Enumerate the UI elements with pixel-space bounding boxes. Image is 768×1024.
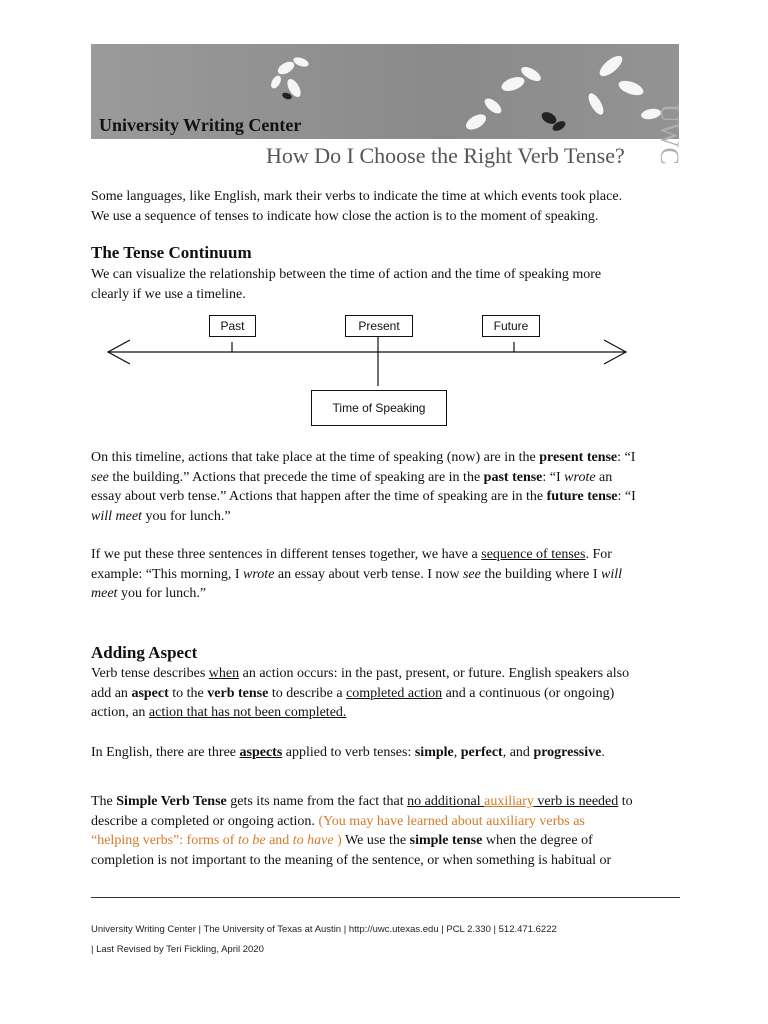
footer-revised: | Last Revised by Teri Fickling, April 2020 [91,944,264,955]
timeline-label-speaking: Time of Speaking [311,390,447,426]
footer-info: University Writing Center | The University of Texas at Austin | http://uwc.utexas.edu | PCL 2.330 | 512.471.6222 [91,924,557,935]
sequence-paragraph: If we put these three sentences in different tenses together, we have a sequence of tenses. For example: “This morning, I wrote an essay about verb tense. I now see the building where I will meet you for lunch.” [91,547,623,601]
simple-tense-paragraph: The Simple Verb Tense gets its name from the fact that no additional auxiliary verb is needed to describe a completed or ongoing action. (You may have learned about auxiliary verbs as “helping verbs”: forms of to be and to have ) We use the simple tense when the degree of completion is not important to the meaning of the sentence, or when something is habitual or [91,794,633,868]
org-name: University Writing Center [99,115,302,135]
heading-tense-continuum: The Tense Continuum [91,243,252,262]
timeline-label-past: Past [209,315,256,337]
timeline-label-future: Future [482,315,540,337]
timeline-paragraph: On this timeline, actions that take place at the time of speaking (now) are in the present tense: “I see the building.” Actions that precede the time of speaking are in the past tense: “I wrote an essay about verb tense.” Actions that happen after the time of speaking are in the future tense: “I will meet you for lunch.” [91,450,636,524]
footer-divider [91,897,680,898]
intro-paragraph: Some languages, like English, mark their verbs to indicate the time at which events took place. We use a sequence of tenses to indicate how close the action is to the moment of speaking. [91,189,623,224]
heading-adding-aspect: Adding Aspect [91,643,198,662]
three-aspects-paragraph: In English, there are three aspects applied to verb tenses: simple, perfect, and progressive. [91,745,605,760]
watermark-text: UWC [655,104,684,165]
page-title: How Do I Choose the Right Verb Tense? [266,143,625,168]
continuum-paragraph: We can visualize the relationship between the time of action and the time of speaking more clearly if we use a timeline. [91,267,602,302]
aspect-paragraph: Verb tense describes when an action occurs: in the past, present, or future. English speakers also add an aspect to the verb tense to describe a completed action and a continuous (or ongoing) action, an action that has not been completed. [91,666,630,720]
timeline-label-present: Present [345,315,413,337]
